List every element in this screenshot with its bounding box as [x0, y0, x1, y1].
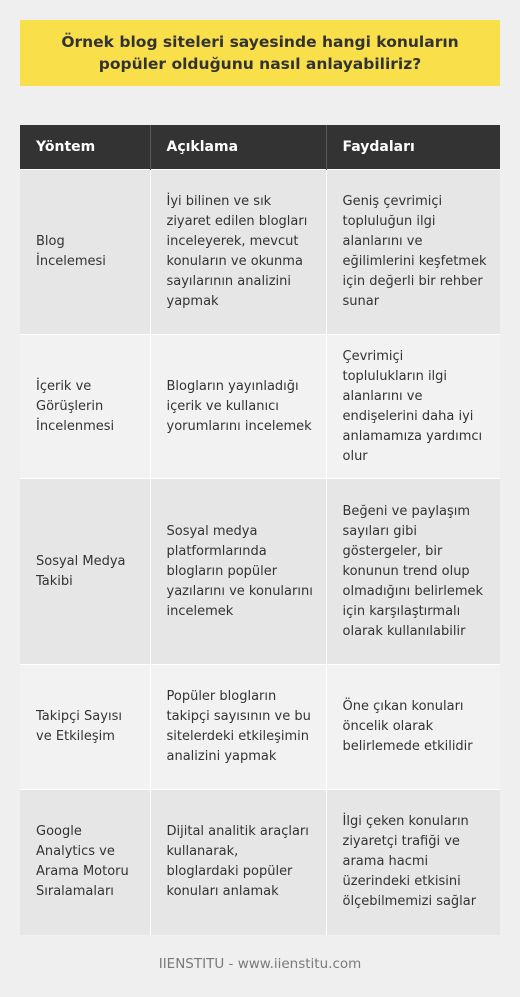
title-banner — [20, 20, 500, 86]
table-row — [20, 170, 500, 335]
table-row — [20, 790, 500, 935]
page-title: Örnek blog siteleri sayesinde hangi konuların popüler olduğunu nasıl anlayabiliriz? — [61, 33, 459, 73]
column-header-method: Yöntem — [20, 125, 150, 170]
table-row — [20, 665, 500, 790]
table-cell-method: Sosyal Medya Takibi — [20, 479, 150, 665]
table-cell-method: Google Analytics ve Arama Motoru Sıralamaları — [20, 790, 150, 935]
table-cell-method: Takipçi Sayısı ve Etkileşim — [20, 665, 150, 790]
table-row — [20, 335, 500, 479]
table-cell-benefits: İlgi çeken konuların ziyaretçi trafiği ve arama hacmi üzerindeki etkisini ölçebilmemizi sağlar — [326, 790, 500, 935]
footer-credit: IIENSTITU - www.iienstitu.com — [158, 956, 362, 972]
comparison-table — [20, 125, 500, 935]
table-cell-benefits: Çevrimiçi toplulukların ilgi alanlarını ve endişelerini daha iyi anlamamıza yardımcı olur — [326, 335, 500, 479]
table-header-row — [20, 125, 500, 170]
table-row — [20, 479, 500, 665]
table-cell-method: Blog İncelemesi — [20, 170, 150, 335]
table-cell-description: Dijital analitik araçları kullanarak, bloglardaki popüler konuları anlamak — [150, 790, 326, 935]
table-cell-benefits: Geniş çevrimiçi topluluğun ilgi alanlarını ve eğilimlerini keşfetmek için değerli bir rehber sunar — [326, 170, 500, 335]
table-cell-description: Sosyal medya platformlarında blogların popüler yazılarını ve konularını incelemek — [150, 479, 326, 665]
table-cell-description: Popüler blogların takipçi sayısının ve bu sitelerdeki etkileşimin analizini yapmak — [150, 665, 326, 790]
table-cell-description: Blogların yayınladığı içerik ve kullanıcı yorumlarını incelemek — [150, 335, 326, 479]
table-cell-description: İyi bilinen ve sık ziyaret edilen blogları inceleyerek, mevcut konuların ve okunma sayılarının analizini yapmak — [150, 170, 326, 335]
table-cell-method: İçerik ve Görüşlerin İncelenmesi — [20, 335, 150, 479]
column-header-benefits: Faydaları — [326, 125, 500, 170]
column-header-description: Açıklama — [150, 125, 326, 170]
table-cell-benefits: Beğeni ve paylaşım sayıları gibi göstergeler, bir konunun trend olup olmadığını belirlemek için karşılaştırmalı olarak kullanılabilir — [326, 479, 500, 665]
table-cell-benefits: Öne çıkan konuları öncelik olarak belirlemede etkilidir — [326, 665, 500, 790]
